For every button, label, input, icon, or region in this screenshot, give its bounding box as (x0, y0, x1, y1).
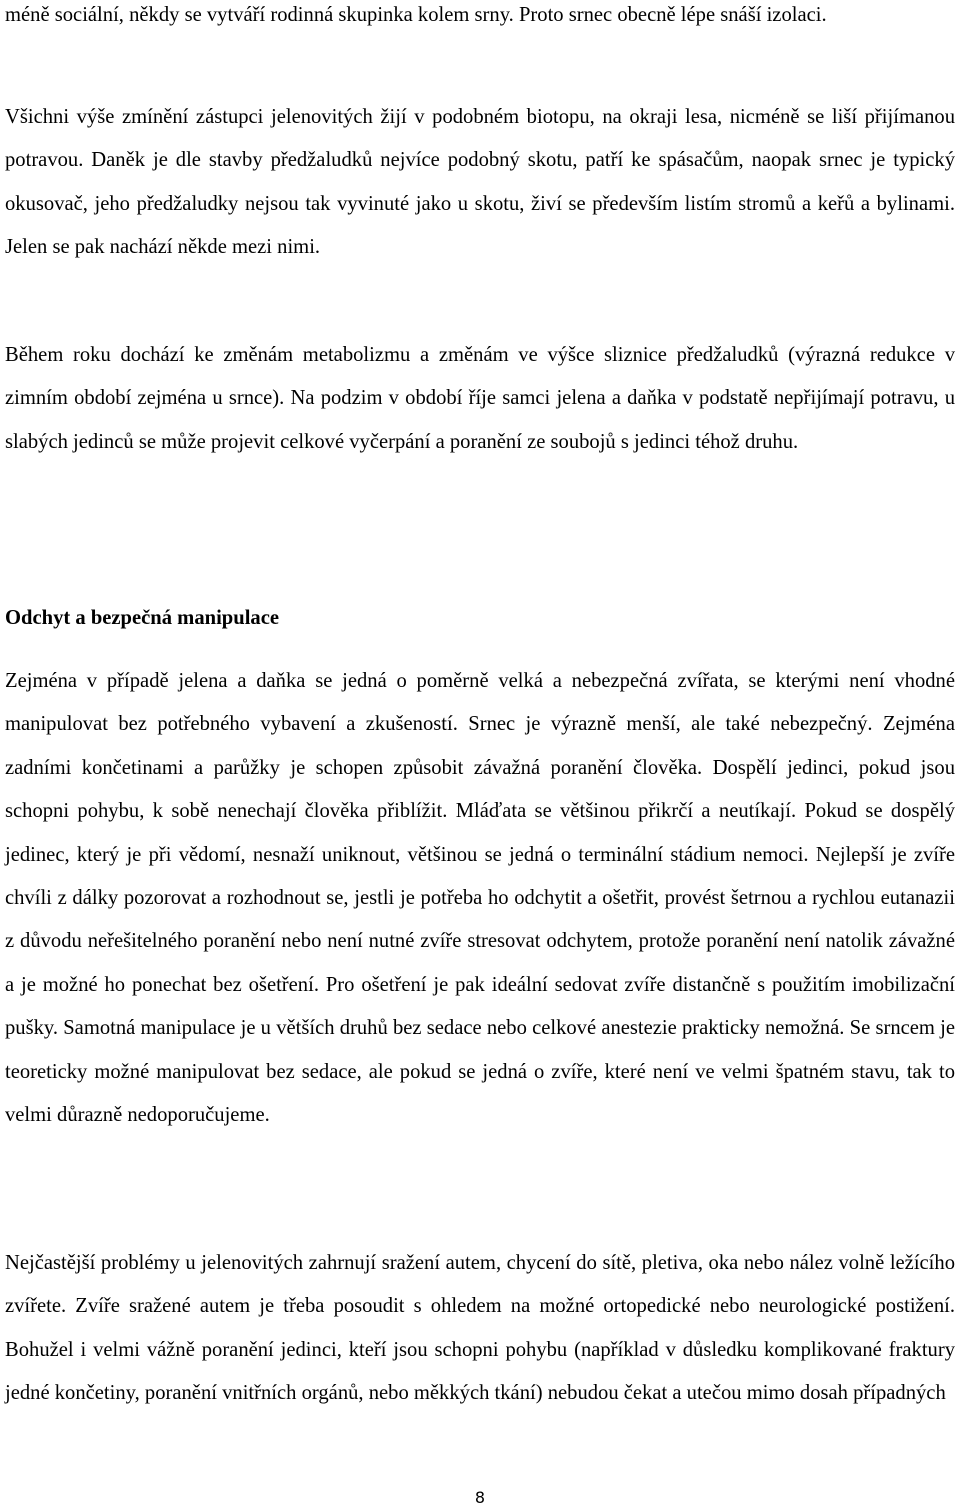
paragraph-capture-handling: Zejména v případě jelena a daňka se jedná o poměrně velká a nebezpečná zvířata, se kterými není vhodné manipulovat bez potřebného vybavení a zkušeností. Srnec je výrazně menší, ale také nebezpečný. Zejména zadními končetinami a parůžky je schopen způsobit závažná poranění člověka. Dospělí jedinci, pokud jsou schopni pohybu, k sobě nenechají člověka přiblížit. Mláďata se většinou přikrčí a neutíkají. Pokud se dospělý jedinec, který je při vědomí, nesnaží uniknout, většinou se jedná o terminální stádium nemoci. Nejlepší je zvíře chvíli z dálky pozorovat a rozhodnout se, jestli je potřeba ho odchytit a ošetřit, provést šetrnou a rychlou eutanazii z důvodu neřešitelného poranění nebo není nutné zvíře stresovat odchytem, protože poranění není natolik závažné a je možné ho ponechat bez ošetření. Pro ošetření je pak ideální sedovat zvíře distančně s použitím imobilizační pušky. Samotná manipulace je u větších druhů bez sedace nebo celkové anestezie prakticky nemožná. Se srncem je teoreticky možné manipulovat bez sedace, ale pokud se jedná o zvíře, které není ve velmi špatném stavu, tak to velmi důrazně nedoporučujeme. (5, 670, 955, 1127)
page-number: 8 (474, 1488, 486, 1507)
section-heading: Odchyt a bezpečná manipulace (5, 607, 280, 629)
paragraph-metabolism: Během roku dochází ke změnám metabolizmu a změnám ve výšce sliznice předžaludků (výrazná redukce v zimním období zejména u srnce). Na podzim v období říje samci jelena a daňka v podstatě nepřijímají potravu, u slabých jedinců se může projevit celkové vyčerpání a poranění ze soubojů s jedinci téhož druhu. (5, 344, 955, 453)
paragraph-common-problems: Nejčastější problémy u jelenovitých zahrnují sražení autem, chycení do sítě, pletiva, oka nebo nález volně ležícího zvířete. Zvíře sražené autem je třeba posoudit s ohledem na možné ortopedické nebo neurologické postižení. Bohužel i velmi vážně poranění jedinci, kteří jsou schopni pohybu (například v důsledku komplikované fraktury jedné končetiny, poranění vnitřních orgánů, nebo měkkých tkání) nebudou čekat a utečou mimo dosah případných (5, 1252, 955, 1405)
paragraph-social-isolation: méně sociální, někdy se vytváří rodinná skupinka kolem srny. Proto srnec obecně lépe snáší izolaci. (5, 4, 827, 26)
paragraph-biotope-diet: Všichni výše zmínění zástupci jelenovitých žijí v podobném biotopu, na okraji lesa, nicméně se liší přijímanou potravou. Daněk je dle stavby předžaludků nejvíce podobný skotu, patří ke spásačům, naopak srnec je typický okusovač, jeho předžaludky nejsou tak vyvinuté jako u skotu, živí se především listím stromů a keřů a bylinami. Jelen se pak nachází někde mezi nimi. (5, 106, 955, 259)
